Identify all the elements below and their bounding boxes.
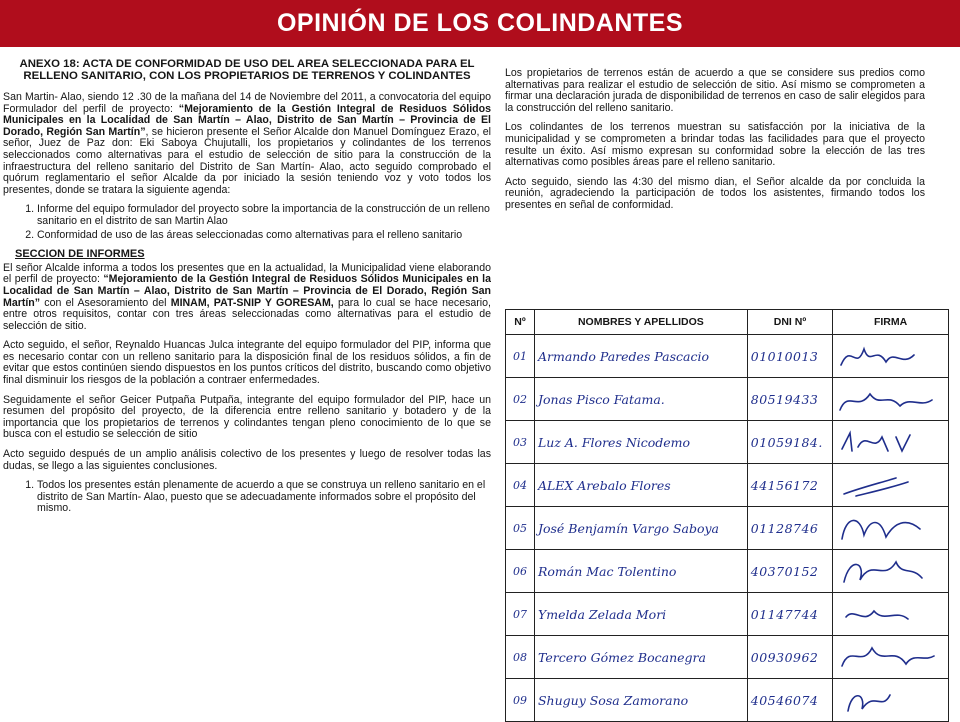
conclusions-list [3,480,491,515]
handwritten-signature [833,378,949,421]
analisis-paragraph: Acto seguido después de un amplio análisis colectivo de los presentes y luego de resolver todas las dudas, se llego a las siguientes conclusiones. [3,448,491,472]
signer-dni: 01010013 [747,335,832,378]
row-number: 07 [506,593,535,636]
signer-dni: 01147744 [747,593,832,636]
signature-scribble [836,638,940,676]
row-number: 06 [506,550,535,593]
signature-row [506,421,949,464]
signature-scribble [836,681,940,719]
conclusion-item: 1. Todos los presentes están plenamente de acuerdo a que se construya un relleno sanitario en el distrito de San Martín- Alao, puesto que se adecuadamente informados sobre el propósito del mismo. [37,480,491,515]
handwritten-signature [833,593,949,636]
signer-name: Tercero Gómez Bocanegra [534,636,747,679]
signer-name: José Benjamín Vargo Saboya [534,507,747,550]
signer-name: Shuguy Sosa Zamorano [534,679,747,722]
signature-stroke [846,611,908,619]
right-paragraph-2: Los colindantes de los terrenos muestran su satisfacción por la iniciativa de la municipalidad y se comprometen a brindar todas las facilidades para que el proyecto resulte un éxito. Así mismo expresan su conformidad sobre la elección de las tres alternativas como posibles áreas pare el relleno sanitario. [505,121,925,169]
signature-scribble [836,595,940,633]
signer-dni: 44156172 [747,464,832,507]
signature-stroke [848,695,890,711]
signature-scribble [836,423,940,461]
right-paragraph-3: Acto seguido, siendo las 4:30 del mismo dian, el Señor alcalde da por concluida la reunión, agradeciendo la participación de todos los asistentes, firmando todos los presentes en señal de conformidad. [505,175,925,211]
signature-row [506,679,949,722]
project-name: “Mejoramiento de la Gestión Integral de Residuos Sólidos Municipales en la Localidad de San Martín – Alao, Distrito de San Martín – Provincia de El Dorado, Región San Martín” [3,102,491,138]
handwritten-signature [833,335,949,378]
signer-dni: 40546074 [747,679,832,722]
intro-paragraph [3,92,491,196]
row-number: 04 [506,464,535,507]
header-number: Nº [506,310,535,335]
signature-stroke [842,433,910,451]
signature-stroke [842,648,934,666]
signature-table-header [506,310,949,335]
document-right-column [505,68,925,268]
signature-scribble [836,380,940,418]
document-left-column [3,58,491,718]
row-number: 08 [506,636,535,679]
row-number: 01 [506,335,535,378]
row-number: 09 [506,679,535,722]
signature-row [506,378,949,421]
geicer-paragraph: Seguidamente el señor Geicer Putpaña Putpaña, integrante del equipo formulador del PIP, hace un resumen del propósito del proyecto, de la diferencia entre relleno sanitario y botadero y de la importancia que los propietarios de terrenos y colindantes tengan pleno conocimiento de lo que se busca con el estudio se selección de sitio [3,393,491,441]
signature-stroke [842,520,920,539]
signature-row [506,464,949,507]
handwritten-signature [833,679,949,722]
handwritten-signature [833,464,949,507]
project-name-repeat: “Mejoramiento de la Gestión Integral de Residuos Sólidos Municipales en la Localidad de San Martín – Alao, Distrito de San Martín – Provincia de El Dorado, Región San Martín” [3,273,491,309]
agenda-item: 2. Conformidad de uso de las áreas seleccionadas como alternativas para el relleno sanitario [37,230,491,242]
signature-row [506,593,949,636]
slide-title-bar [0,0,960,47]
reynaldo-paragraph: Acto seguido, el señor, Reynaldo Huancas Julca integrante del equipo formulador del PIP, informa que es necesario contar con un relleno sanitario para la disposición final de los residuos sólidos, a fin de evitar que estos continúen siendo dispuestos en los puntos críticos del distrito, buscando como objetivo final disminuir los riesgos de la población a contraer enfermedades. [3,339,491,387]
signature-row [506,507,949,550]
signature-scribble [836,466,940,504]
informes-text-1: El señor Alcalde informa a todos los presentes que en la actualidad, la Municipalidad viene elaborando el perfil de proyecto: [3,261,491,286]
signer-name: Román Mac Tolentino [534,550,747,593]
signer-name: ALEX Arebalo Flores [534,464,747,507]
agenda-list [3,204,491,241]
signature-stroke [841,349,914,365]
section-title: SECCION DE INFORMES [15,248,145,261]
signature-row [506,550,949,593]
row-number: 03 [506,421,535,464]
row-number: 02 [506,378,535,421]
signature-scribble [836,509,940,547]
row-number: 05 [506,507,535,550]
signer-dni: 01059184. [747,421,832,464]
handwritten-signature [833,507,949,550]
header-dni: DNI Nº [747,310,832,335]
signature-row [506,636,949,679]
signer-dni: 40370152 [747,550,832,593]
header-signature: FIRMA [833,310,949,335]
signature-scribble [836,337,940,375]
handwritten-signature [833,550,949,593]
handwritten-signature [833,636,949,679]
signer-name: Luz A. Flores Nicodemo [534,421,747,464]
agenda-item: 1. Informe del equipo formulador del proyecto sobre la importancia de la construcción de un relleno sanitario en el distrito de san Martin Alao [37,204,491,227]
signature-stroke [844,562,922,582]
intro-text-1: San Martin- Alao, siendo 12 .30 de la mañana del 14 de Noviembre del 2011, a convocatoria del equipo Formulador del perfil de proyecto: [3,91,491,115]
handwritten-signature [833,421,949,464]
header-names: NOMBRES Y APELLIDOS [534,310,747,335]
signer-dni: 01128746 [747,507,832,550]
signature-row [506,335,949,378]
informes-text-2: con el Asesoramiento del [40,296,171,309]
signature-scribble [836,552,940,590]
signer-dni: 80519433 [747,378,832,421]
intro-text-2: , se hicieron presente el Señor Alcalde don Manuel Domínguez Erazo, el señor, Juez de Paz don: Eki Saboya Chujutalli, los propietarios y colindantes de los terrenos seleccionados como alternativas para el estudio de selección de sitio para la construcción de la infraestructura del relleno sanitario del Distrito de San Martín- Alao, acto seguido comprobado el quórum reglamentario el señor Alcalde da por iniciado la sesión teniendo voz y voto todos los presentes, donde se tratara la siguiente agenda: [3,125,491,196]
document-heading: ANEXO 18: ACTA DE CONFORMIDAD DE USO DEL AREA SELECCIONADA PARA EL RELLENO SANITARIO, CON LOS PROPIETARIOS DE TERRENOS Y COLINDANTES [19,58,475,82]
signature-stroke [844,478,908,496]
signature-table-body [506,335,949,722]
signer-name: Ymelda Zelada Mori [534,593,747,636]
informes-text-3: para lo cual se hace necesario, entre otros requisitos, contar con tres áreas seleccionadas como alternativas para el estudio de selección de sitio. [3,296,491,332]
informes-paragraph [3,263,491,333]
signer-name: Armando Paredes Pascacio [534,335,747,378]
signature-stroke [840,394,932,410]
signature-table [505,309,949,722]
signer-name: Jonas Pisco Fatama. [534,378,747,421]
signer-dni: 00930962 [747,636,832,679]
slide-title: OPINIÓN DE LOS COLINDANTES [276,9,684,37]
right-paragraph-1: Los propietarios de terrenos están de acuerdo a que se considere sus predios como alternativas para realizar el estudio de selección de sitio. Así mismo se comprometen a firmar una declaración jurada de disponibilidad de terrenos en caso de salir elegidos para la construcción del relleno sanitario. [505,68,925,114]
institutions: MINAM, PAT-SNIP Y GORESAM, [170,296,334,309]
